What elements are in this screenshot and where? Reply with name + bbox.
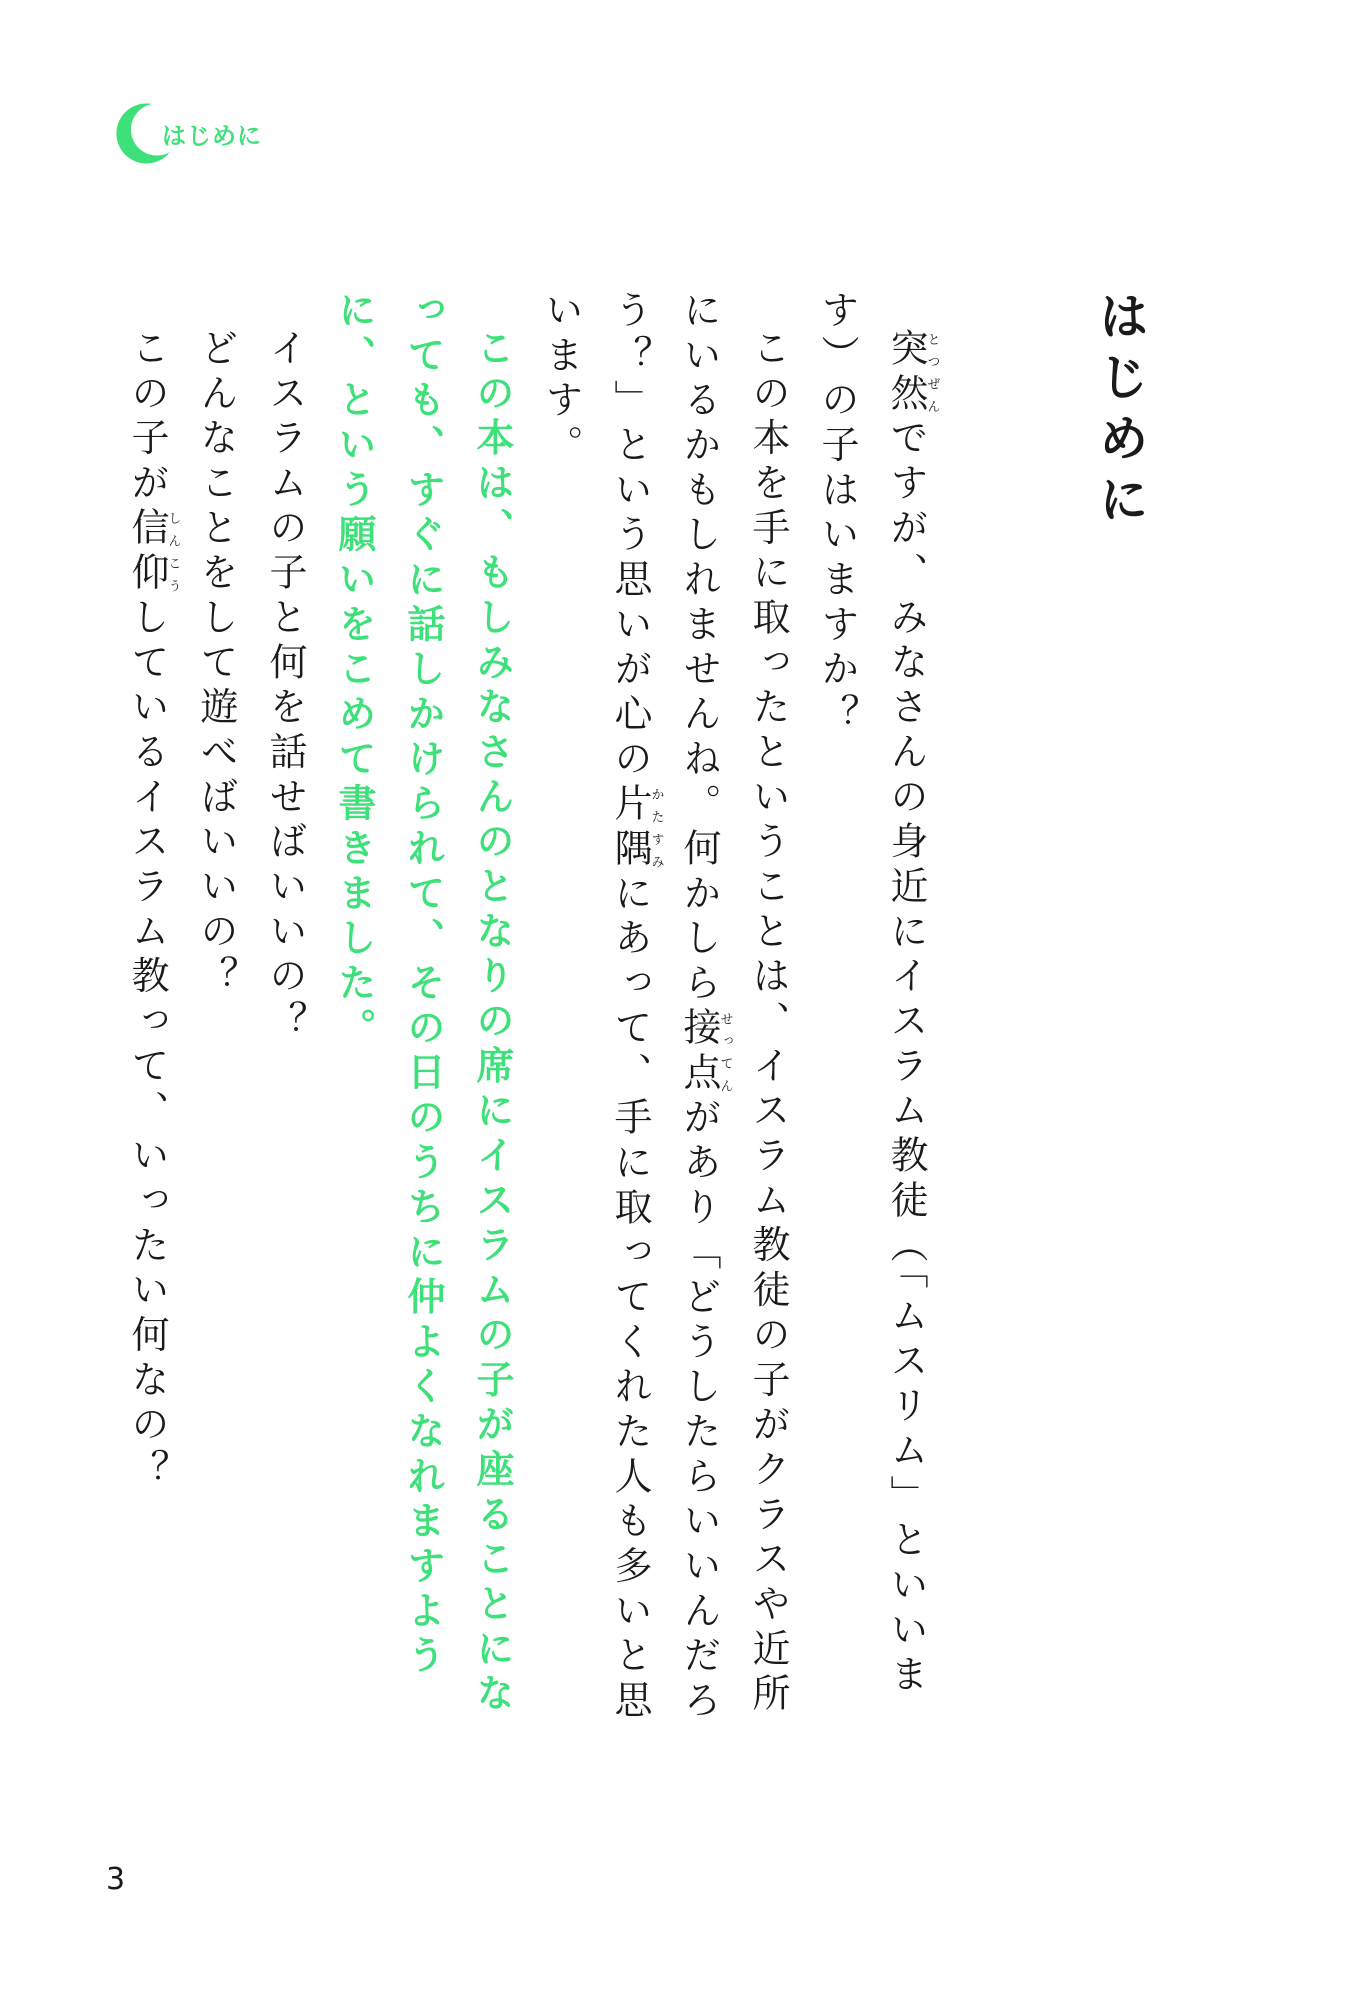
ruby-word: 信仰しんこう — [125, 507, 181, 598]
paragraph-highlight: この本は、もしみなさんのとなりの席にイスラムの子が座ることになっても、すぐに話しかけられて、その日のうちに仲よくなれますように、という願いをこめて書きました。 — [332, 290, 514, 1719]
question-religion: この子が信仰しんこうしているイスラム教って、いったい何なの？ — [125, 328, 181, 1494]
ruby-word: 突然とつぜん — [884, 328, 940, 418]
ruby-word: 接点せってん — [677, 1007, 733, 1098]
question-play: どんなことをして遊べばいいの？ — [194, 328, 238, 1001]
paragraph-intro: 突然とつぜんですが、みなさんの身近にイスラム教徒（「ムスリム」といいます）の子はいますか？ — [815, 290, 940, 1700]
page-body — [112, 290, 1150, 1750]
question-talk: イスラムの子と何を話せばいいの？ — [263, 328, 307, 1046]
running-header — [112, 100, 312, 170]
paragraph-book-purpose: この本を手に取ったということは、イスラム教徒の子がクラスや近所にいるかもしれませんね。何かしら接点せってんがあり「どうしたらいいんだろう？」という思いが心の片隅かたすみにあって、手に取ってくれた人も多いと思います。 — [539, 290, 790, 1725]
page-number: 3 — [106, 1862, 126, 1897]
ruby-word: 片隅かたすみ — [608, 783, 664, 873]
page-title: はじめに — [1091, 290, 1149, 534]
running-header-title: はじめに — [162, 122, 262, 150]
